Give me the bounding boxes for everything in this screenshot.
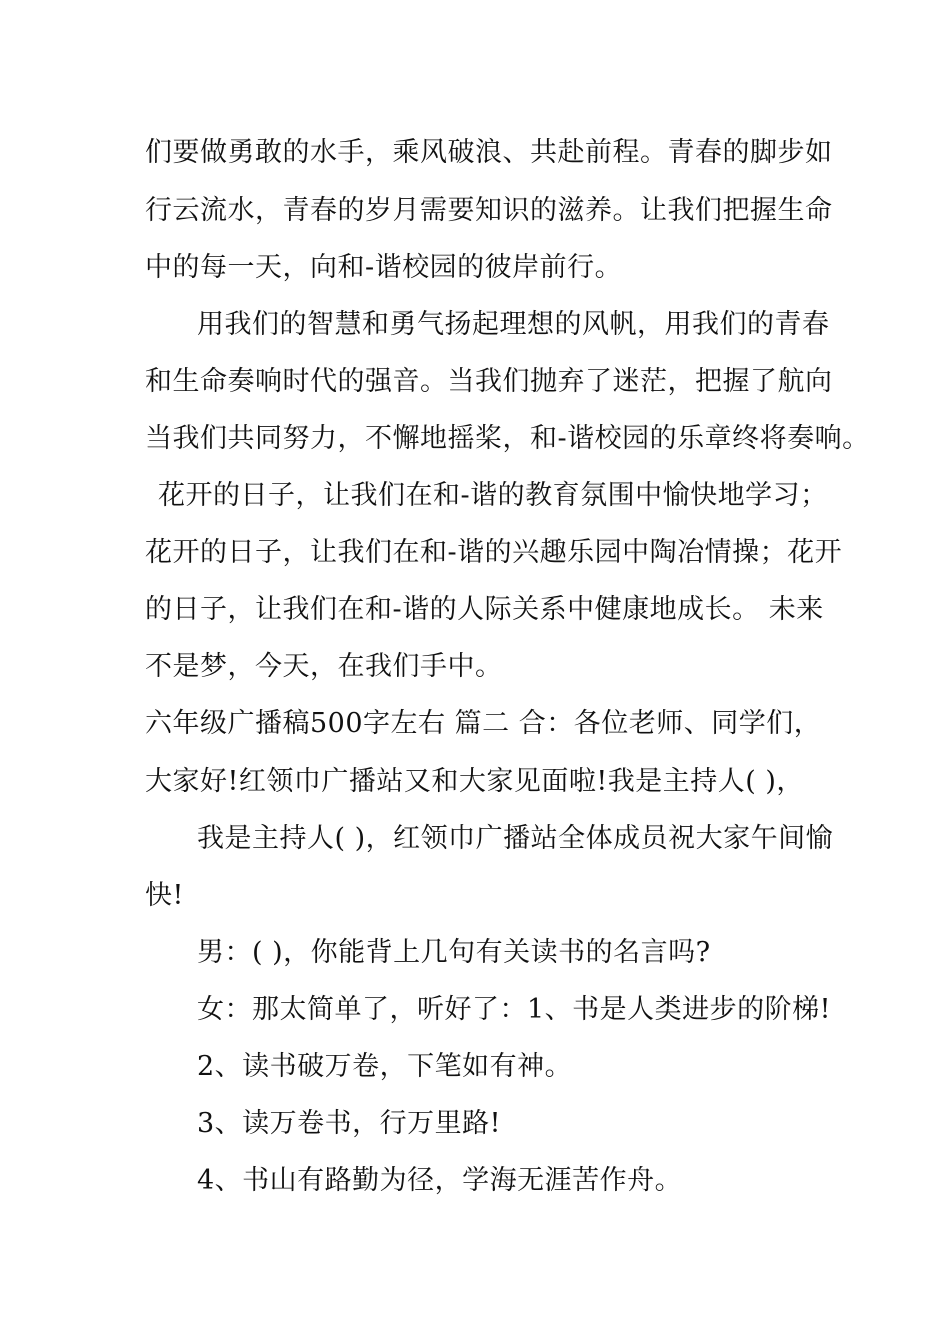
paragraph-line: 中的每一天，向和-谐校园的彼岸前行。 — [145, 252, 623, 283]
paragraph-line: 花开的日子，让我们在和-谐的教育氛围中愉快地学习； — [158, 480, 828, 511]
dialogue-line: 男：( )，你能背上几句有关读书的名言吗? — [197, 937, 711, 968]
paragraph-line: 不是梦，今天，在我们手中。 — [145, 651, 503, 682]
paragraph-line: 花开的日子，让我们在和-谐的兴趣乐园中陶冶情操；花开 — [145, 537, 843, 568]
list-item: 3、读万卷书，行万里路! — [197, 1108, 502, 1139]
paragraph-line: 我是主持人( )，红领巾广播站全体成员祝大家午间愉 — [197, 823, 834, 854]
paragraph-line: 行云流水，青春的岁月需要知识的滋养。让我们把握生命 — [145, 195, 833, 226]
paragraph-line: 用我们的智慧和勇气扬起理想的风帆，用我们的青春 — [197, 309, 830, 340]
paragraph-line: 快! — [145, 880, 184, 911]
dialogue-line: 女：那太简单了，听好了：1、书是人类进步的阶梯! — [197, 994, 832, 1025]
paragraph-line: 和生命奏响时代的强音。当我们抛弃了迷茫，把握了航向 — [145, 366, 833, 397]
list-item: 4、书山有路勤为径，学海无涯苦作舟。 — [197, 1165, 683, 1196]
paragraph-line: 大家好!红领巾广播站又和大家见面啦!我是主持人( )， — [145, 766, 804, 797]
paragraph-line: 当我们共同努力，不懈地摇桨，和-谐校园的乐章终将奏响。 — [145, 423, 870, 454]
section-heading-line: 六年级广播稿500字左右 篇二 合：各位老师、同学们， — [145, 708, 822, 739]
paragraph-line: 们要做勇敢的水手，乘风破浪、共赴前程。青春的脚步如 — [145, 137, 833, 168]
list-item: 2、读书破万卷，下笔如有神。 — [197, 1051, 573, 1082]
paragraph-line: 的日子，让我们在和-谐的人际关系中健康地成长。 未来 — [145, 594, 824, 625]
